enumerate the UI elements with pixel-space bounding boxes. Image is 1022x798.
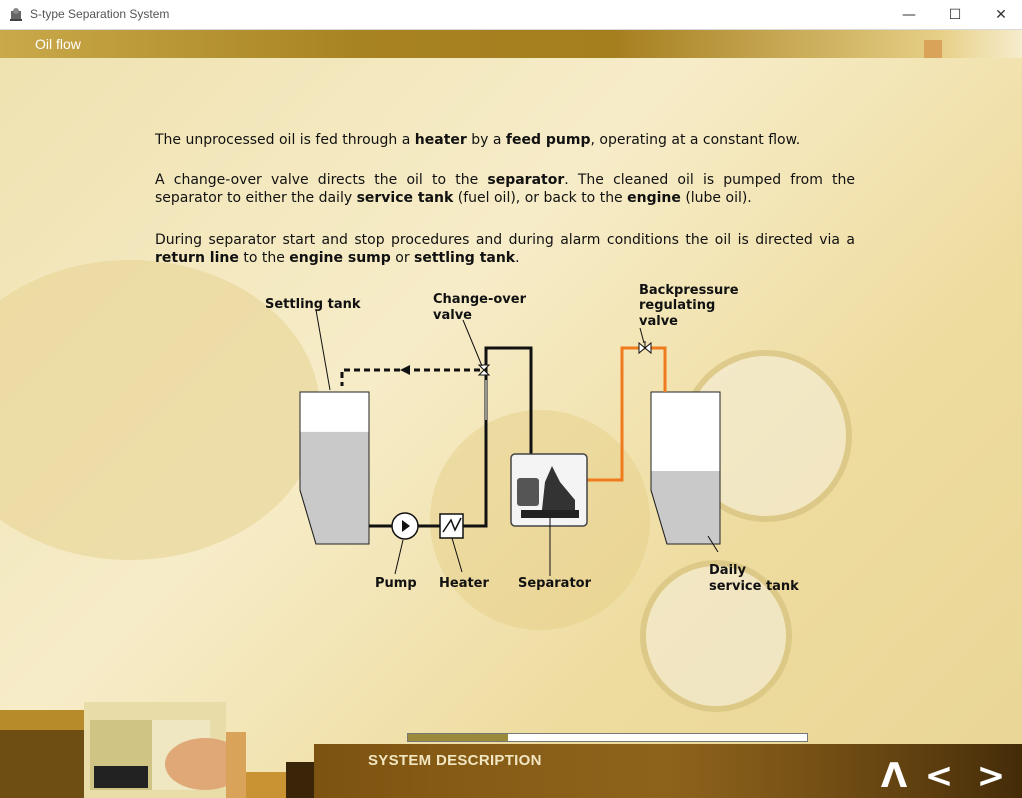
previous-button[interactable]: < bbox=[924, 756, 954, 796]
settling-tank-label: Settling tank bbox=[265, 297, 361, 312]
pump-symbol bbox=[392, 513, 418, 539]
change-over-valve-label-2: valve bbox=[433, 308, 472, 323]
body-text: . bbox=[515, 250, 520, 266]
keyword-text: engine sump bbox=[289, 250, 391, 266]
backpressure-label-3: valve bbox=[639, 314, 678, 329]
main-content bbox=[0, 30, 1022, 798]
separator-unit bbox=[511, 454, 587, 526]
body-text: (lube oil). bbox=[680, 190, 752, 206]
body-text: . The cleaned oil is pumped from the separator to either the daily bbox=[155, 172, 855, 206]
keyword-text: service tank bbox=[356, 190, 454, 206]
keyword-text: heater bbox=[414, 132, 467, 148]
body-text: or bbox=[390, 250, 415, 266]
maximize-button[interactable]: ☐ bbox=[948, 7, 962, 23]
page-title: Oil flow bbox=[35, 36, 81, 52]
backpressure-label-1: Backpressure bbox=[639, 283, 739, 298]
progress-bar bbox=[407, 733, 808, 742]
change-over-valve-label-1: Change-over bbox=[433, 292, 526, 307]
heater-label: Heater bbox=[439, 576, 489, 591]
window-titlebar bbox=[0, 0, 1022, 30]
progress-fill bbox=[408, 734, 508, 741]
body-text: to the bbox=[238, 250, 290, 266]
keyword-text: settling tank bbox=[414, 250, 516, 266]
flow-arrow bbox=[400, 365, 410, 375]
body-text: (fuel oil), or back to the bbox=[453, 190, 628, 206]
close-button[interactable]: ✕ bbox=[995, 7, 1007, 23]
app-icon bbox=[8, 7, 24, 23]
section-label: SYSTEM DESCRIPTION bbox=[368, 752, 542, 769]
backpressure-valve bbox=[639, 341, 651, 353]
pump-label: Pump bbox=[375, 576, 417, 591]
heater-symbol bbox=[440, 514, 463, 538]
oil-flow-diagram bbox=[0, 30, 1022, 798]
keyword-text: engine bbox=[627, 190, 681, 206]
keyword-text: return line bbox=[155, 250, 239, 266]
next-button[interactable]: > bbox=[976, 756, 1006, 796]
keyword-text: feed pump bbox=[505, 132, 591, 148]
window-title: S-type Separation System bbox=[30, 7, 170, 21]
body-text: A change-over valve directs the oil to the bbox=[155, 172, 488, 188]
up-nav-button[interactable]: Λ bbox=[880, 756, 908, 796]
body-text: , operating at a constant flow. bbox=[590, 132, 801, 148]
backpressure-label-2: regulating bbox=[639, 298, 716, 313]
footer-banner bbox=[0, 702, 1022, 798]
body-text: The unprocessed oil is fed through a bbox=[155, 132, 415, 148]
body-text: During separator start and stop procedures and during alarm conditions the oil is directed via a bbox=[155, 232, 855, 248]
daily-tank-label-2: service tank bbox=[709, 579, 799, 594]
pipe-network bbox=[369, 348, 531, 526]
daily-tank-label-1: Daily bbox=[709, 563, 746, 578]
daily-service-tank bbox=[651, 392, 720, 544]
return-line bbox=[342, 370, 480, 386]
minimize-button[interactable]: — bbox=[902, 7, 916, 23]
settling-tank bbox=[300, 392, 369, 544]
keyword-text: separator bbox=[487, 172, 565, 188]
body-text: by a bbox=[466, 132, 506, 148]
separator-label: Separator bbox=[518, 576, 591, 591]
